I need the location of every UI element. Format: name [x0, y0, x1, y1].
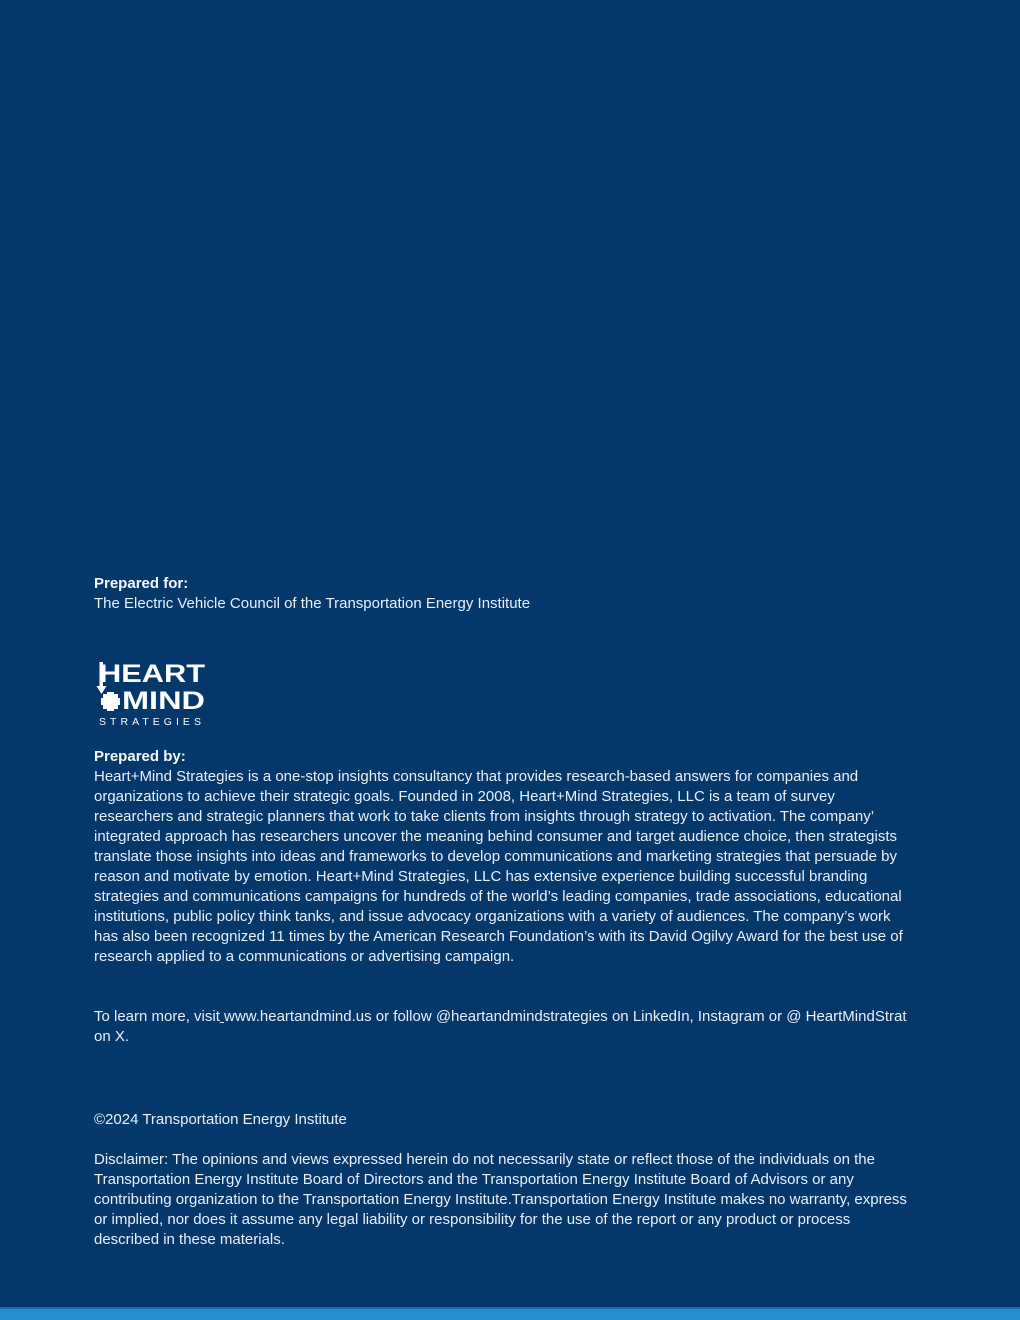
disclaimer-section — [94, 1150, 918, 1250]
heartmind-logo — [94, 658, 918, 728]
logo-word-mind: MIND — [122, 687, 205, 715]
learn-more-pre: To learn more, visit — [94, 1008, 220, 1025]
prepared-by-section — [94, 747, 918, 967]
logo-plus-icon — [101, 692, 120, 711]
prepared-by-description: Heart+Mind Strategies is a one-stop insights consultancy that provides research-based answers for companies and organizations to achieve their strategic goals. Founded in 2008, Heart+Mind Strategies, LLC is a team of survey researchers and strategic planners that work to take clients from insights through strategy to activation. The company’ integrated approach has researchers uncover the meaning behind consumer and target audience choice, then strategists translate those insights into ideas and frameworks to develop communications and marketing strategies that persuade by reason and motivate by emotion. Heart+Mind Strategies, LLC has extensive experience building successful branding strategies and communications campaigns for hundreds of the world’s leading companies, trade associations, educational institutions, public policy think tanks, and issue advocacy organizations with a variety of audiences. The company’s work has also been recognized 11 times by the American Research Foundation’s with its David Ogilvy Award for the best use of research applied to a communications or advertising campaign. — [94, 768, 903, 965]
prepared-for-section — [94, 574, 918, 614]
logo-word-strategies: STRATEGIES — [99, 716, 205, 728]
prepared-by-label: Prepared by: — [94, 748, 186, 765]
prepared-for-value: The Electric Vehicle Council of the Transportation Energy Institute — [94, 595, 531, 612]
heartmind-logo-graphic — [94, 658, 208, 728]
learn-more-section — [94, 1007, 918, 1047]
logo-word-heart: HEART — [99, 660, 205, 688]
website-link[interactable]: www.heartandmind.us — [224, 1008, 372, 1025]
learn-more-text — [94, 1007, 918, 1047]
copyright-section — [94, 1110, 918, 1130]
learn-more-post: or follow @heartandmindstrategies on LinkedIn, Instagram or @ HeartMindStrat on X. — [94, 1008, 907, 1045]
copyright-text: ©2024 Transportation Energy Institute — [94, 1111, 347, 1128]
disclaimer-text: Disclaimer: The opinions and views expressed herein do not necessarily state or reflect those of the individuals on the Transportation Energy Institute Board of Directors and the Transportation Energy Institute Board of Advisors or any contributing organization to the Transportation Energy Institute.Transportation Energy Institute makes no warranty, express or implied, nor does it assume any legal liability or responsibility for the use of the report or any product or process described in these materials. — [94, 1151, 907, 1248]
bottom-accent-bar — [0, 1307, 1020, 1320]
prepared-for-label: Prepared for: — [94, 575, 189, 592]
